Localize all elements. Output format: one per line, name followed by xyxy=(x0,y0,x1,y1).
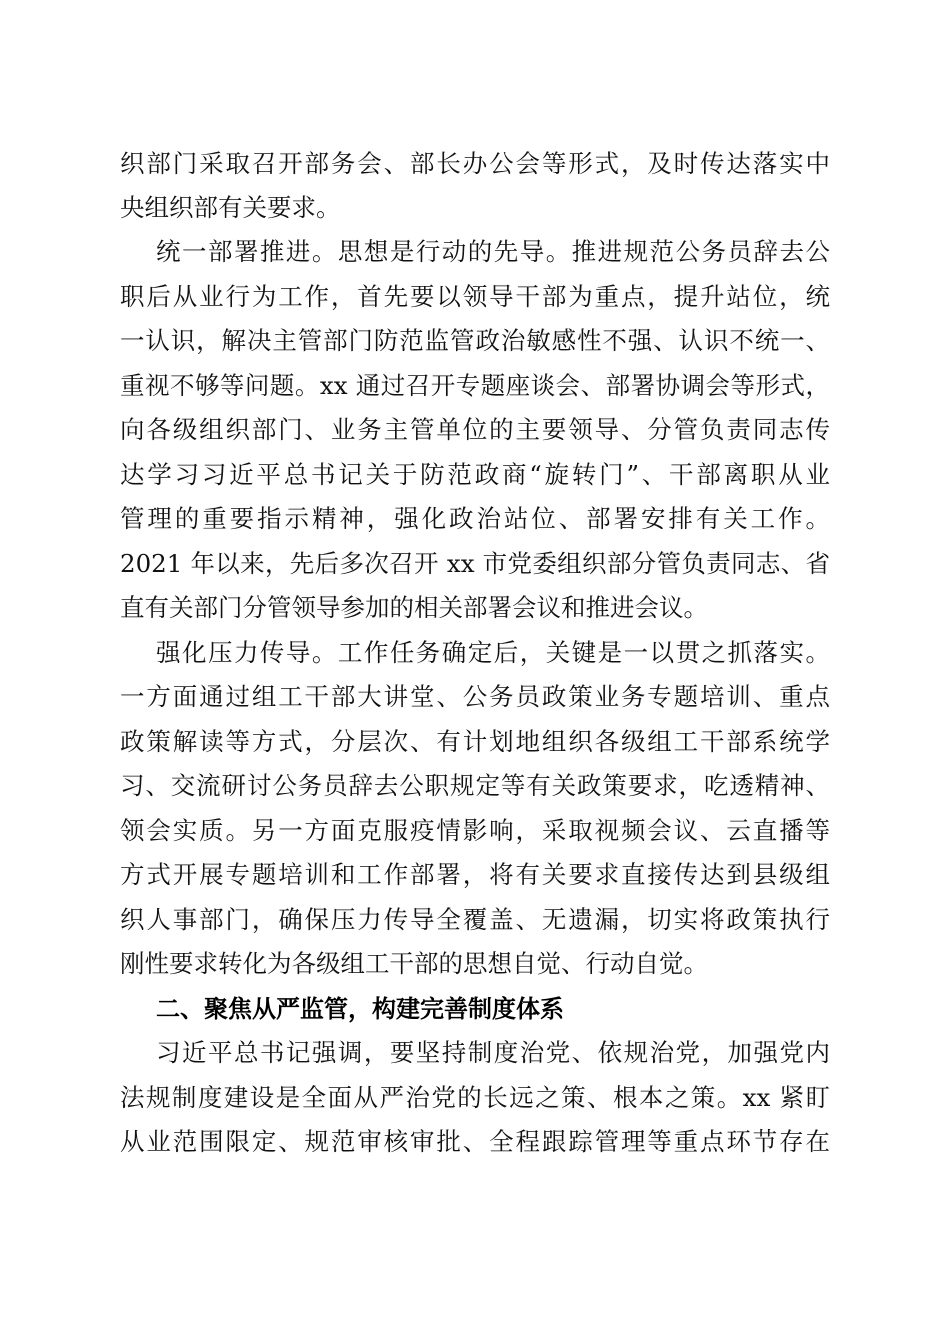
paragraph-line: 职后从业行为工作，首先要以领导干部为重点，提升站位，统 xyxy=(120,282,830,311)
paragraph-line: 管理的重要指示精神，强化政治站位、部署安排有关工作。 xyxy=(120,504,830,533)
paragraph-line: 2021 年以来，先后多次召开 xx 市党委组织部分管负责同志、省 xyxy=(120,549,830,578)
paragraph-line: 向各级组织部门、业务主管单位的主要领导、分管负责同志传 xyxy=(120,415,830,444)
paragraph-line: 方式开展专题培训和工作部署，将有关要求直接传达到县级组 xyxy=(120,860,830,889)
paragraph-line: 从业范围限定、规范审核审批、全程跟踪管理等重点环节存在 xyxy=(120,1127,830,1156)
paragraph-line: 习、交流研讨公务员辞去公职规定等有关政策要求，吃透精神、 xyxy=(120,771,830,800)
paragraph-line: 重视不够等问题。xx 通过召开专题座谈会、部署协调会等形式， xyxy=(120,371,830,400)
section-heading: 二、聚焦从严监管，构建完善制度体系 xyxy=(156,995,564,1023)
paragraph-line: 强化压力传导。工作任务确定后，关键是一以贯之抓落实。 xyxy=(156,638,830,667)
paragraph-line: 织部门采取召开部务会、部长办公会等形式，及时传达落实中 xyxy=(120,149,830,178)
paragraph-line: 达学习习近平总书记关于防范政商“旋转门”、干部离职从业 xyxy=(120,460,830,489)
paragraph-line: 统一部署推进。思想是行动的先导。推进规范公务员辞去公 xyxy=(156,237,830,266)
paragraph-line: 一方面通过组工干部大讲堂、公务员政策业务专题培训、重点 xyxy=(120,682,830,711)
paragraph-line: 法规制度建设是全面从严治党的长远之策、根本之策。xx 紧盯 xyxy=(120,1083,830,1112)
paragraph-line: 织人事部门，确保压力传导全覆盖、无遗漏，切实将政策执行 xyxy=(120,905,830,934)
paragraph-line: 领会实质。另一方面克服疫情影响，采取视频会议、云直播等 xyxy=(120,816,830,845)
paragraph-line: 一认识，解决主管部门防范监管政治敏感性不强、认识不统一、 xyxy=(120,326,830,355)
paragraph-line: 刚性要求转化为各级组工干部的思想自觉、行动自觉。 xyxy=(120,949,708,978)
paragraph-line: 习近平总书记强调，要坚持制度治党、依规治党，加强党内 xyxy=(156,1038,830,1067)
paragraph-line: 央组织部有关要求。 xyxy=(120,193,341,222)
paragraph-line: 直有关部门分管领导参加的相关部署会议和推进会议。 xyxy=(120,593,708,622)
paragraph-line: 政策解读等方式，分层次、有计划地组织各级组工干部系统学 xyxy=(120,727,830,756)
